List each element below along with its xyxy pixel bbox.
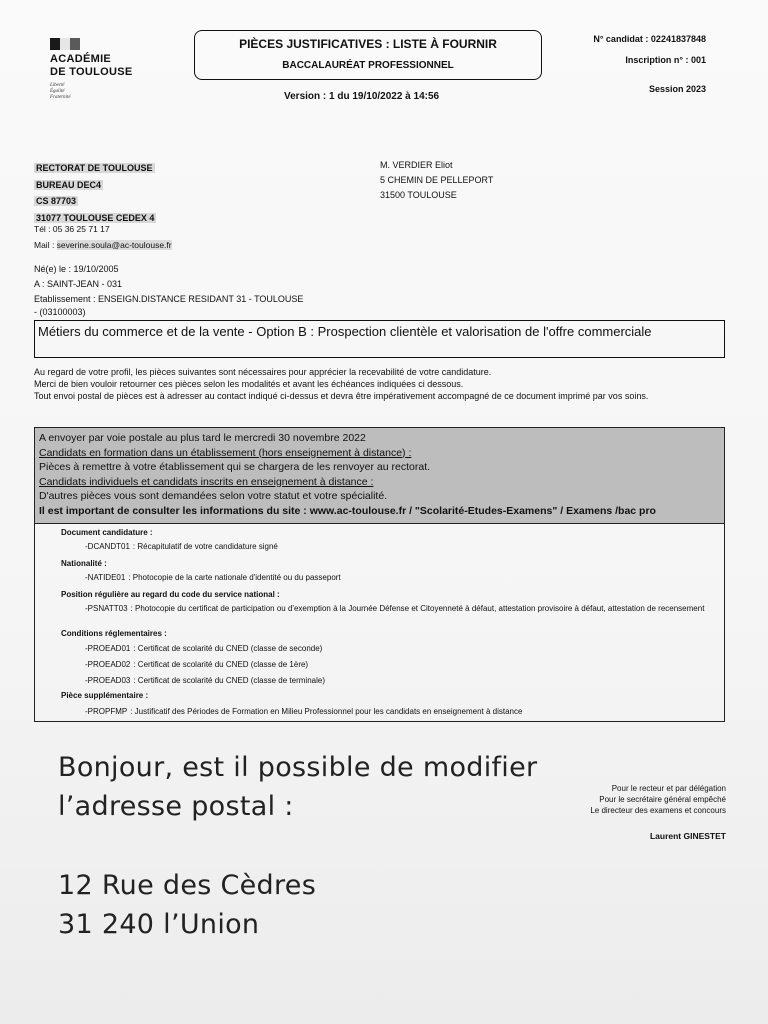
signature-block: Pour le recteur et par délégation Pour le secrétaire général empêché Le directeur des examens et concours [590, 784, 726, 815]
flag-icon [50, 38, 80, 50]
mail-link[interactable]: severine.soula@ac-toulouse.fr [56, 240, 172, 250]
sender-phone: Tél : 05 36 25 71 17 [34, 224, 110, 234]
sender-mail: Mail : severine.soula@ac-toulouse.fr [34, 240, 172, 250]
category-label: Pièce supplémentaire : [61, 691, 149, 700]
category-label: Document candidature : [61, 528, 153, 537]
logo-motto: Liberté Égalité Fraternité [50, 83, 71, 100]
group2-title: Candidats individuels et candidats inscrits en enseignement à distance : [39, 475, 374, 488]
registration-number: Inscription n° : 001 [625, 55, 706, 65]
academie-logo [50, 38, 150, 101]
version-line: Version : 1 du 19/10/2022 à 14:56 [284, 91, 440, 102]
group1-title: Candidats en formation dans un établissement (hors enseignement à distance) : [39, 446, 412, 459]
specialty-box: Métiers du commerce et de la vente - Option B : Prospection clientèle et valorisation de l'offre commerciale [34, 320, 725, 358]
new-address-street: 12 Rue des Cèdres [58, 870, 317, 901]
logo-name: ACADÉMIE DE TOULOUSE [50, 53, 133, 78]
group1-text: Pièces à remettre à votre établissement qui se chargera de les renvoyer au rectorat. [39, 461, 431, 473]
document-item: -DCANDT01 : Récapitulatif de votre candidature signé [85, 542, 278, 551]
deadline: A envoyer par voie postale au plus tard le mercredi 30 novembre 2022 [39, 432, 366, 444]
session: Session 2023 [648, 84, 706, 94]
document-item: -PROEAD01 : Certificat de scolarité du CNED (classe de seconde) [85, 644, 323, 653]
recipient-address: M. VERDIER Eliot 5 CHEMIN DE PELLEPORT 31500 TOULOUSE [380, 160, 494, 200]
group2-text: D'autres pièces vous sont demandées selon votre statut et votre spécialité. [39, 490, 388, 502]
sender-address: RECTORAT DE TOULOUSE BUREAU DEC4 CS 87703 31077 TOULOUSE CEDEX 4 [36, 163, 155, 223]
new-address-city: 31 240 l’Union [58, 909, 260, 940]
signatory-name: Laurent GINESTET [649, 831, 726, 841]
document-item: -PROEAD03 : Certificat de scolarité du CNED (classe de terminale) [85, 676, 325, 685]
header-box [194, 30, 542, 80]
document-item: -PROPFMP : Justificatif des Périodes de Formation en Milieu Professionnel pour les candidats en enseignement à distance [85, 707, 523, 716]
important-note: Il est important de consulter les informations du site : www.ac-toulouse.fr / "Scolarité-Etudes-Examens" / Examens /bac pro [39, 504, 656, 517]
category-label: Position régulière au regard du code du service national : [61, 590, 280, 599]
overlay-message-line2: l’adresse postal : [58, 791, 294, 822]
candidate-number: N° candidat : 02241837848 [593, 34, 706, 44]
documents-list [34, 524, 725, 722]
document-title: PIÈCES JUSTIFICATIVES : LISTE À FOURNIR [239, 37, 497, 51]
category-label: Conditions réglementaires : [61, 629, 167, 638]
overlay-message-line1: Bonjour, est il possible de modifier [58, 752, 538, 783]
intro-text: Au regard de votre profil, les pièces suivantes sont nécessaires pour apprécier la recevabilité de votre candidature. Merci de bien vouloir retourner ces pièces selon les modalités et avant les échéances indiquées ci dessous. Tout envoi postal de pièces est à adresser au contact indiqué ci-dessus et devra être impérativement accompagné de ce document imprimé par vos soins. [34, 367, 649, 401]
candidate-info: Né(e) le : 19/10/2005 A : SAINT-JEAN - 031 Etablissement : ENSEIGN.DISTANCE RESIDANT 31 - TOULOUSE - (03100003) [34, 264, 304, 317]
document-item: -PSNATT03 : Photocopie du certificat de participation ou d'exemption à la Journée Défense et Citoyenneté à défaut, attestation provisoire à défaut, attestation de recensement [85, 604, 705, 613]
document-item: -PROEAD02 : Certificat de scolarité du CNED (classe de 1ère) [85, 660, 309, 669]
category-label: Nationalité : [61, 559, 107, 568]
instructions-box [34, 427, 725, 524]
document-subtitle: BACCALAURÉAT PROFESSIONNEL [282, 60, 454, 71]
document-item: -NATIDE01 : Photocopie de la carte nationale d'identité ou du passeport [85, 573, 341, 582]
